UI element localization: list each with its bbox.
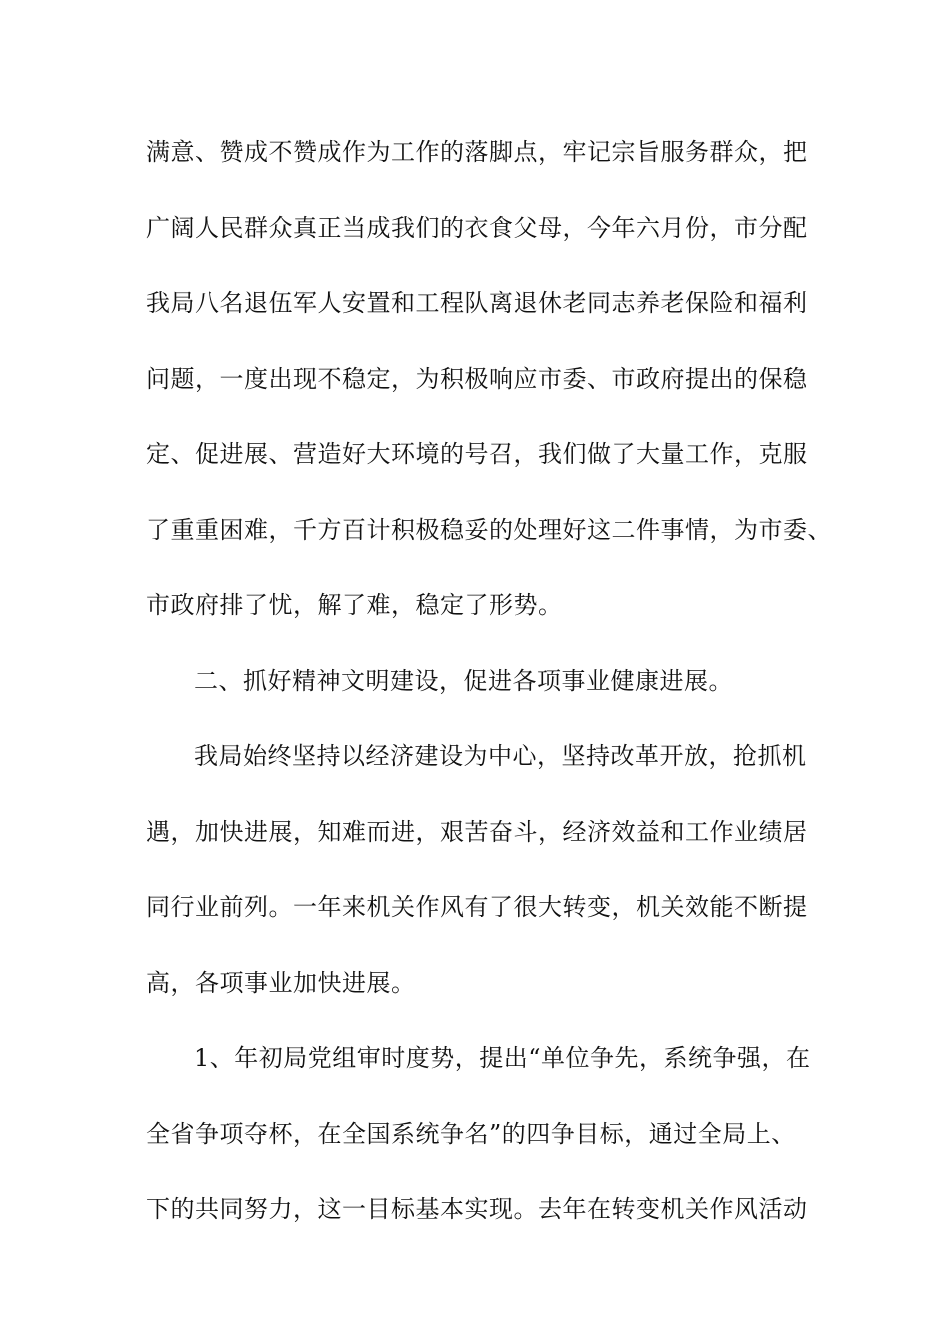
text-line: 了重重困难，千方百计积极稳妥的处理好这二件事情，为市委、 — [146, 515, 832, 544]
document-body — [146, 128, 832, 1261]
text-line: 全省争项夺杯，在全国系统争名”的四争目标，通过全局上、 — [146, 1119, 796, 1148]
section-heading: 二、抓好精神文明建设，促进各项事业健康进展。 — [194, 666, 733, 695]
text-line: 市政府排了忧，解了难，稳定了形势。 — [146, 591, 563, 619]
text-line: 广阔人民群众真正当成我们的衣食父母，今年六月份，市分配 — [146, 213, 808, 242]
text-line: 问题，一度出现不稳定，为积极响应市委、市政府提出的保稳 — [146, 364, 808, 393]
text-line: 同行业前列。一年来机关作风有了很大转变，机关效能不断提 — [146, 893, 808, 921]
paragraph-first-line: 1、年初局党组审时度势，提出“单位争先，系统争强，在 — [194, 1044, 811, 1072]
text-line: 高，各项事业加快进展。 — [146, 968, 416, 997]
text-line: 下的共同努力，这一目标基本实现。去年在转变机关作风活动 — [146, 1195, 808, 1223]
text-line: 我局八名退伍军人安置和工程队离退休老同志养老保险和福利 — [146, 289, 808, 317]
text-line: 定、促进展、营造好大环境的号召，我们做了大量工作，克服 — [146, 440, 808, 468]
text-line: 满意、赞成不赞成作为工作的落脚点，牢记宗旨服务群众，把 — [146, 138, 808, 166]
text-line: 遇，加快进展，知难而进，艰苦奋斗，经济效益和工作业绩居 — [146, 817, 808, 846]
paragraph-first-line: 我局始终坚持以经济建设为中心，坚持改革开放，抢抓机 — [194, 742, 807, 770]
